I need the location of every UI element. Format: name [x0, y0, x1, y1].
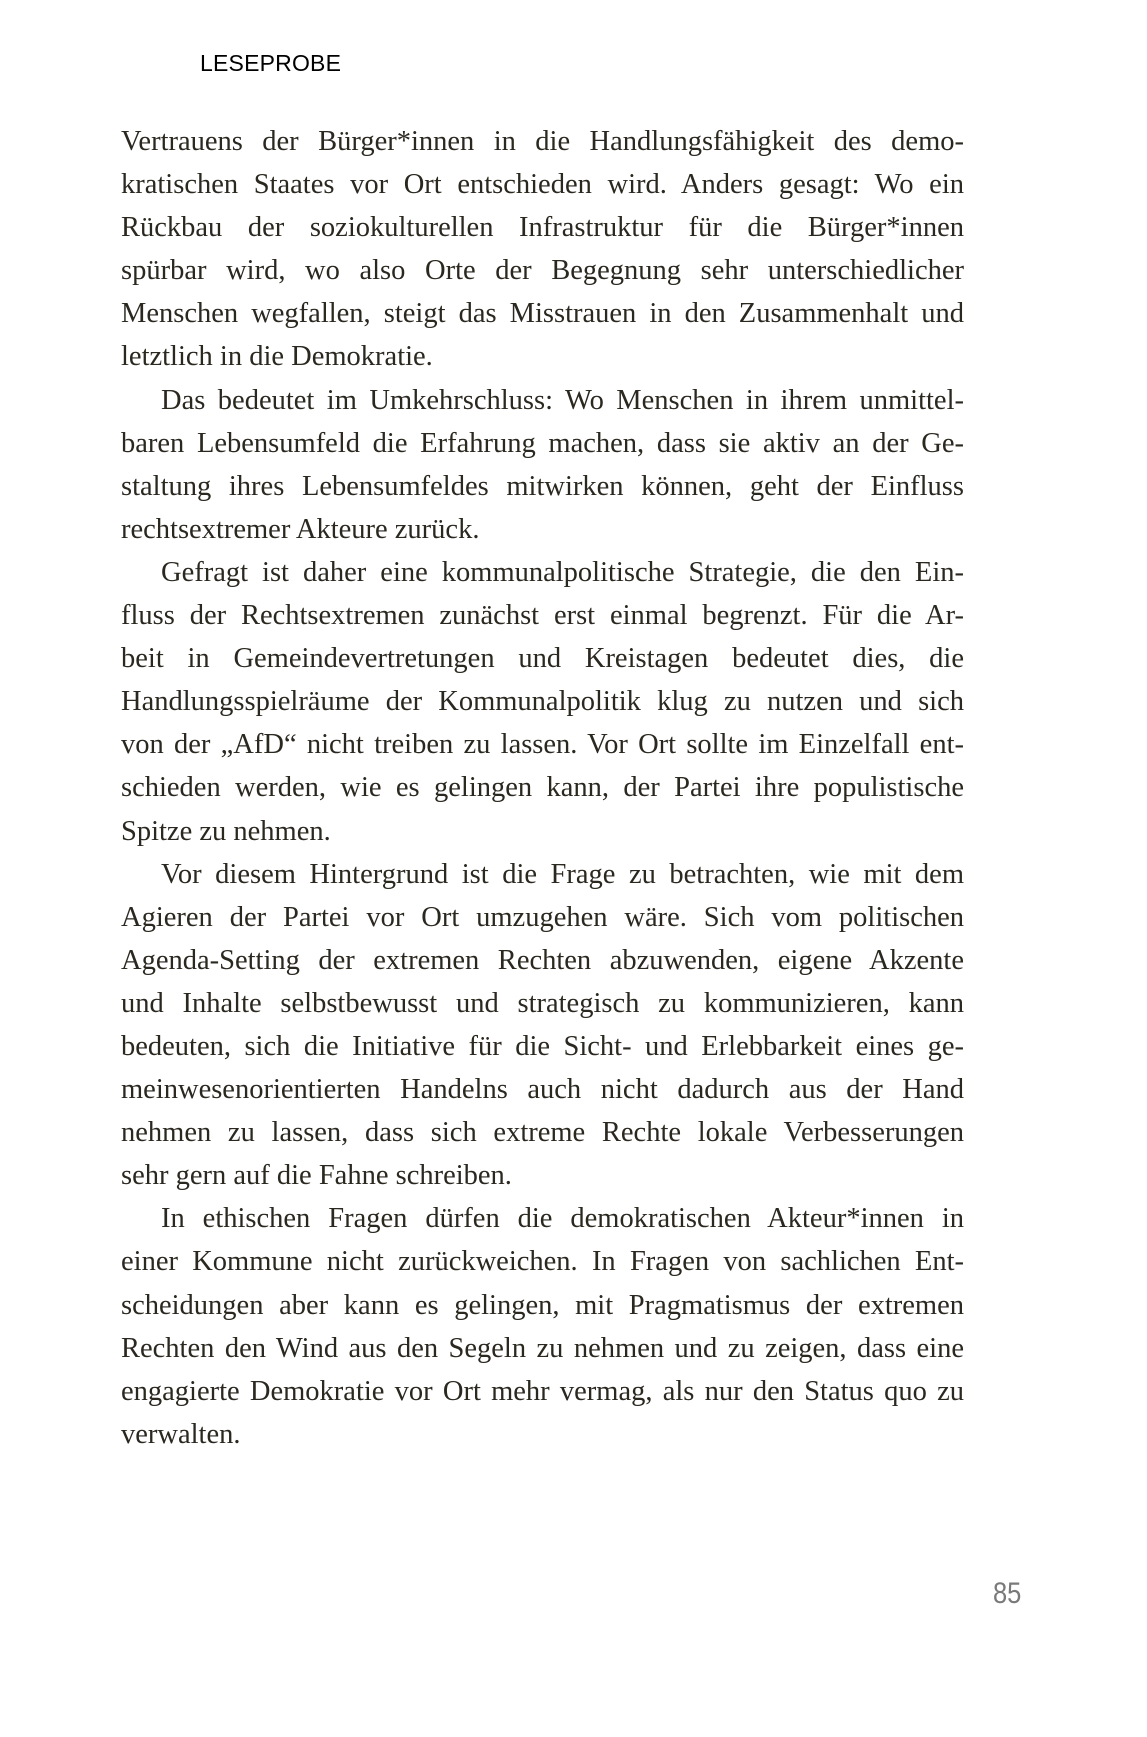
text-line: letztlich in die Demokratie. [121, 341, 433, 373]
text-line: fluss der Rechtsextremen zunächst erst einmal begrenzt. Für die Ar- [121, 600, 964, 632]
page-number: 85 [993, 1577, 1022, 1610]
text-line: schieden werden, wie es gelingen kann, der Partei ihre populistische [121, 772, 964, 804]
text-line: beit in Gemeindevertretungen und Kreistagen bedeutet dies, die [121, 643, 964, 675]
text-line: bedeuten, sich die Initiative für die Sicht- und Erlebbarkeit eines ge- [121, 1030, 964, 1062]
text-line: scheidungen aber kann es gelingen, mit Pragmatismus der extremen [121, 1289, 964, 1321]
paragraph [121, 120, 964, 379]
text-line: Agieren der Partei vor Ort umzugehen wäre. Sich vom politischen [121, 901, 964, 933]
text-line: Rechten den Wind aus den Segeln zu nehmen und zu zeigen, dass eine [121, 1332, 964, 1364]
body-text [121, 120, 964, 1456]
text-line: und Inhalte selbstbewusst und strategisch zu kommunizieren, kann [121, 987, 964, 1019]
text-line: spürbar wird, wo also Orte der Begegnung sehr unterschiedlicher [121, 255, 964, 287]
text-line: Vor diesem Hintergrund ist die Frage zu betrachten, wie mit dem [161, 858, 964, 890]
text-line: rechtsextremer Akteure zurück. [121, 513, 480, 545]
text-line: Das bedeutet im Umkehrschluss: Wo Menschen in ihrem unmittel- [161, 384, 964, 416]
text-line: Agenda-Setting der extremen Rechten abzuwenden, eigene Akzente [121, 944, 964, 976]
text-line: engagierte Demokratie vor Ort mehr vermag, als nur den Status quo zu [121, 1375, 964, 1407]
text-line: Handlungsspielräume der Kommunalpolitik klug zu nutzen und sich [121, 686, 964, 718]
text-line: In ethischen Fragen dürfen die demokratischen Akteur*innen in [161, 1203, 964, 1235]
text-line: Rückbau der soziokulturellen Infrastruktur für die Bürger*innen [121, 212, 964, 244]
text-line: Gefragt ist daher eine kommunalpolitische Strategie, die den Ein- [161, 556, 964, 588]
text-line: kratischen Staates vor Ort entschieden wird. Anders gesagt: Wo ein [121, 169, 964, 201]
text-line: Menschen wegfallen, steigt das Misstrauen in den Zusammenhalt und [121, 298, 964, 330]
text-line: von der „AfD“ nicht treiben zu lassen. Vor Ort sollte im Einzelfall ent- [121, 729, 964, 761]
text-line: baren Lebensumfeld die Erfahrung machen, dass sie aktiv an der Ge- [121, 427, 964, 459]
paragraph [121, 551, 964, 853]
text-line: nehmen zu lassen, dass sich extreme Rechte lokale Verbesserungen [121, 1117, 964, 1149]
text-line: einer Kommune nicht zurückweichen. In Fragen von sachlichen Ent- [121, 1246, 964, 1278]
text-line: verwalten. [121, 1418, 241, 1450]
paragraph [121, 1197, 964, 1456]
paragraph [121, 379, 964, 551]
paragraph [121, 853, 964, 1198]
text-line: staltung ihres Lebensumfeldes mitwirken können, geht der Einfluss [121, 470, 964, 502]
text-line: Spitze zu nehmen. [121, 815, 331, 847]
text-line: Vertrauens der Bürger*innen in die Handlungsfähigkeit des demo- [121, 126, 964, 157]
text-line: sehr gern auf die Fahne schreiben. [121, 1160, 512, 1192]
text-line: meinwesenorientierten Handelns auch nicht dadurch aus der Hand [121, 1074, 964, 1106]
running-header: LESEPROBE [200, 50, 342, 76]
